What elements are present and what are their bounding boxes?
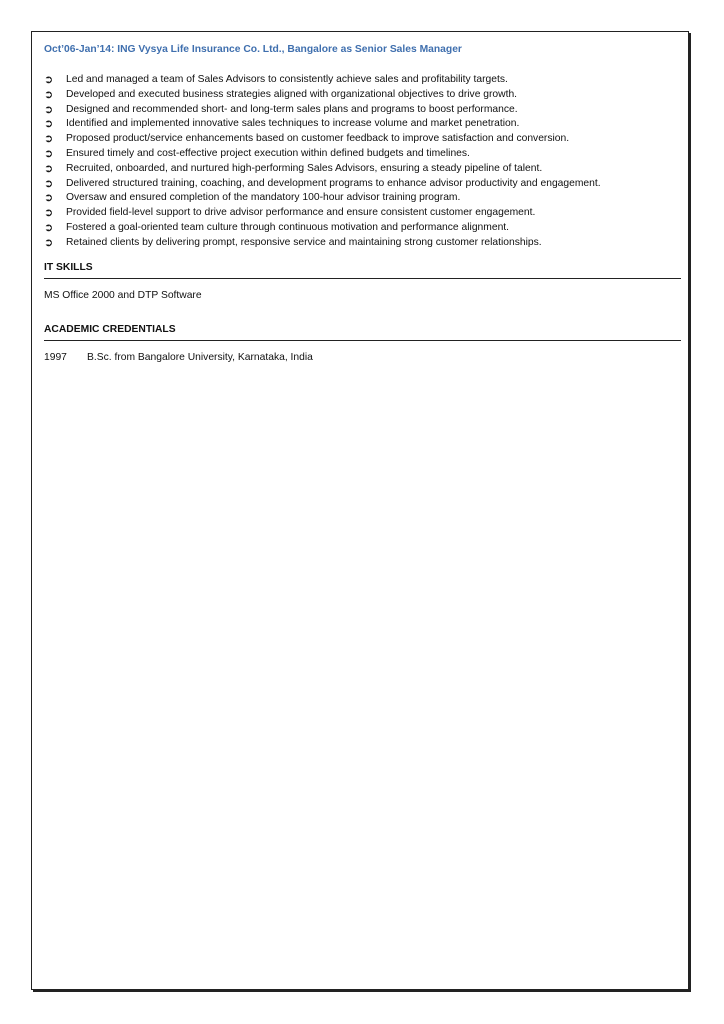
arrow-right-circle-icon: ➲ <box>44 177 54 190</box>
list-item: ➲ Proposed product/service enhancements based on customer feedback to improve satisfaction and conversion. <box>44 133 570 146</box>
arrow-right-circle-icon: ➲ <box>44 221 54 234</box>
arrow-right-circle-icon: ➲ <box>44 207 54 220</box>
list-item: ➲ Designed and recommended short- and long-term sales plans and programs to boost performance. <box>44 103 518 116</box>
it-skills-text: MS Office 2000 and DTP Software <box>44 289 202 301</box>
list-item: ➲ Developed and executed business strategies aligned with organizational objectives to drive growth. <box>44 88 518 101</box>
arrow-right-circle-icon: ➲ <box>44 74 54 86</box>
credential-row <box>44 351 684 365</box>
list-item: ➲ Ensured timely and cost-effective project execution within defined budgets and timelines. <box>44 147 470 160</box>
list-item: ➲ Oversaw and ensured completion of the mandatory 100-hour advisor training program. <box>44 192 461 205</box>
it-skills-heading: IT SKILLS <box>44 261 681 279</box>
list-item: ➲ Led and managed a team of Sales Advisors to consistently achieve sales and profitability targets. <box>44 74 508 86</box>
credential-year: 1997 <box>44 351 67 363</box>
arrow-right-circle-icon: ➲ <box>44 103 54 116</box>
list-item: ➲ Provided field-level support to drive advisor performance and ensure consistent customer engagement. <box>44 207 536 220</box>
arrow-right-circle-icon: ➲ <box>44 133 54 146</box>
responsibilities-list <box>44 73 684 251</box>
list-item: ➲ Identified and implemented innovative sales techniques to increase volume and market penetration. <box>44 118 520 131</box>
job-heading: Oct’06-Jan’14: ING Vysya Life Insurance Co. Ltd., Bangalore as Senior Sales Manager <box>44 44 462 55</box>
arrow-right-circle-icon: ➲ <box>44 192 54 205</box>
list-item: ➲ Recruited, onboarded, and nurtured high-performing Sales Advisors, ensuring a steady pipeline of talent. <box>44 162 543 175</box>
list-item: ➲ Retained clients by delivering prompt, responsive service and maintaining strong customer relationships. <box>44 236 542 249</box>
arrow-right-circle-icon: ➲ <box>44 88 54 101</box>
list-item: ➲ Delivered structured training, coaching, and development programs to enhance advisor productivity and engagement. <box>44 177 601 190</box>
arrow-right-circle-icon: ➲ <box>44 118 54 131</box>
arrow-right-circle-icon: ➲ <box>44 147 54 160</box>
academic-credentials-heading: ACADEMIC CREDENTIALS <box>44 323 681 341</box>
arrow-right-circle-icon: ➲ <box>44 236 54 249</box>
credential-text: B.Sc. from Bangalore University, Karnataka, India <box>87 351 313 363</box>
resume-content <box>44 43 684 365</box>
list-item: ➲ Fostered a goal-oriented team culture through continuous motivation and performance alignment. <box>44 221 510 234</box>
arrow-right-circle-icon: ➲ <box>44 162 54 175</box>
